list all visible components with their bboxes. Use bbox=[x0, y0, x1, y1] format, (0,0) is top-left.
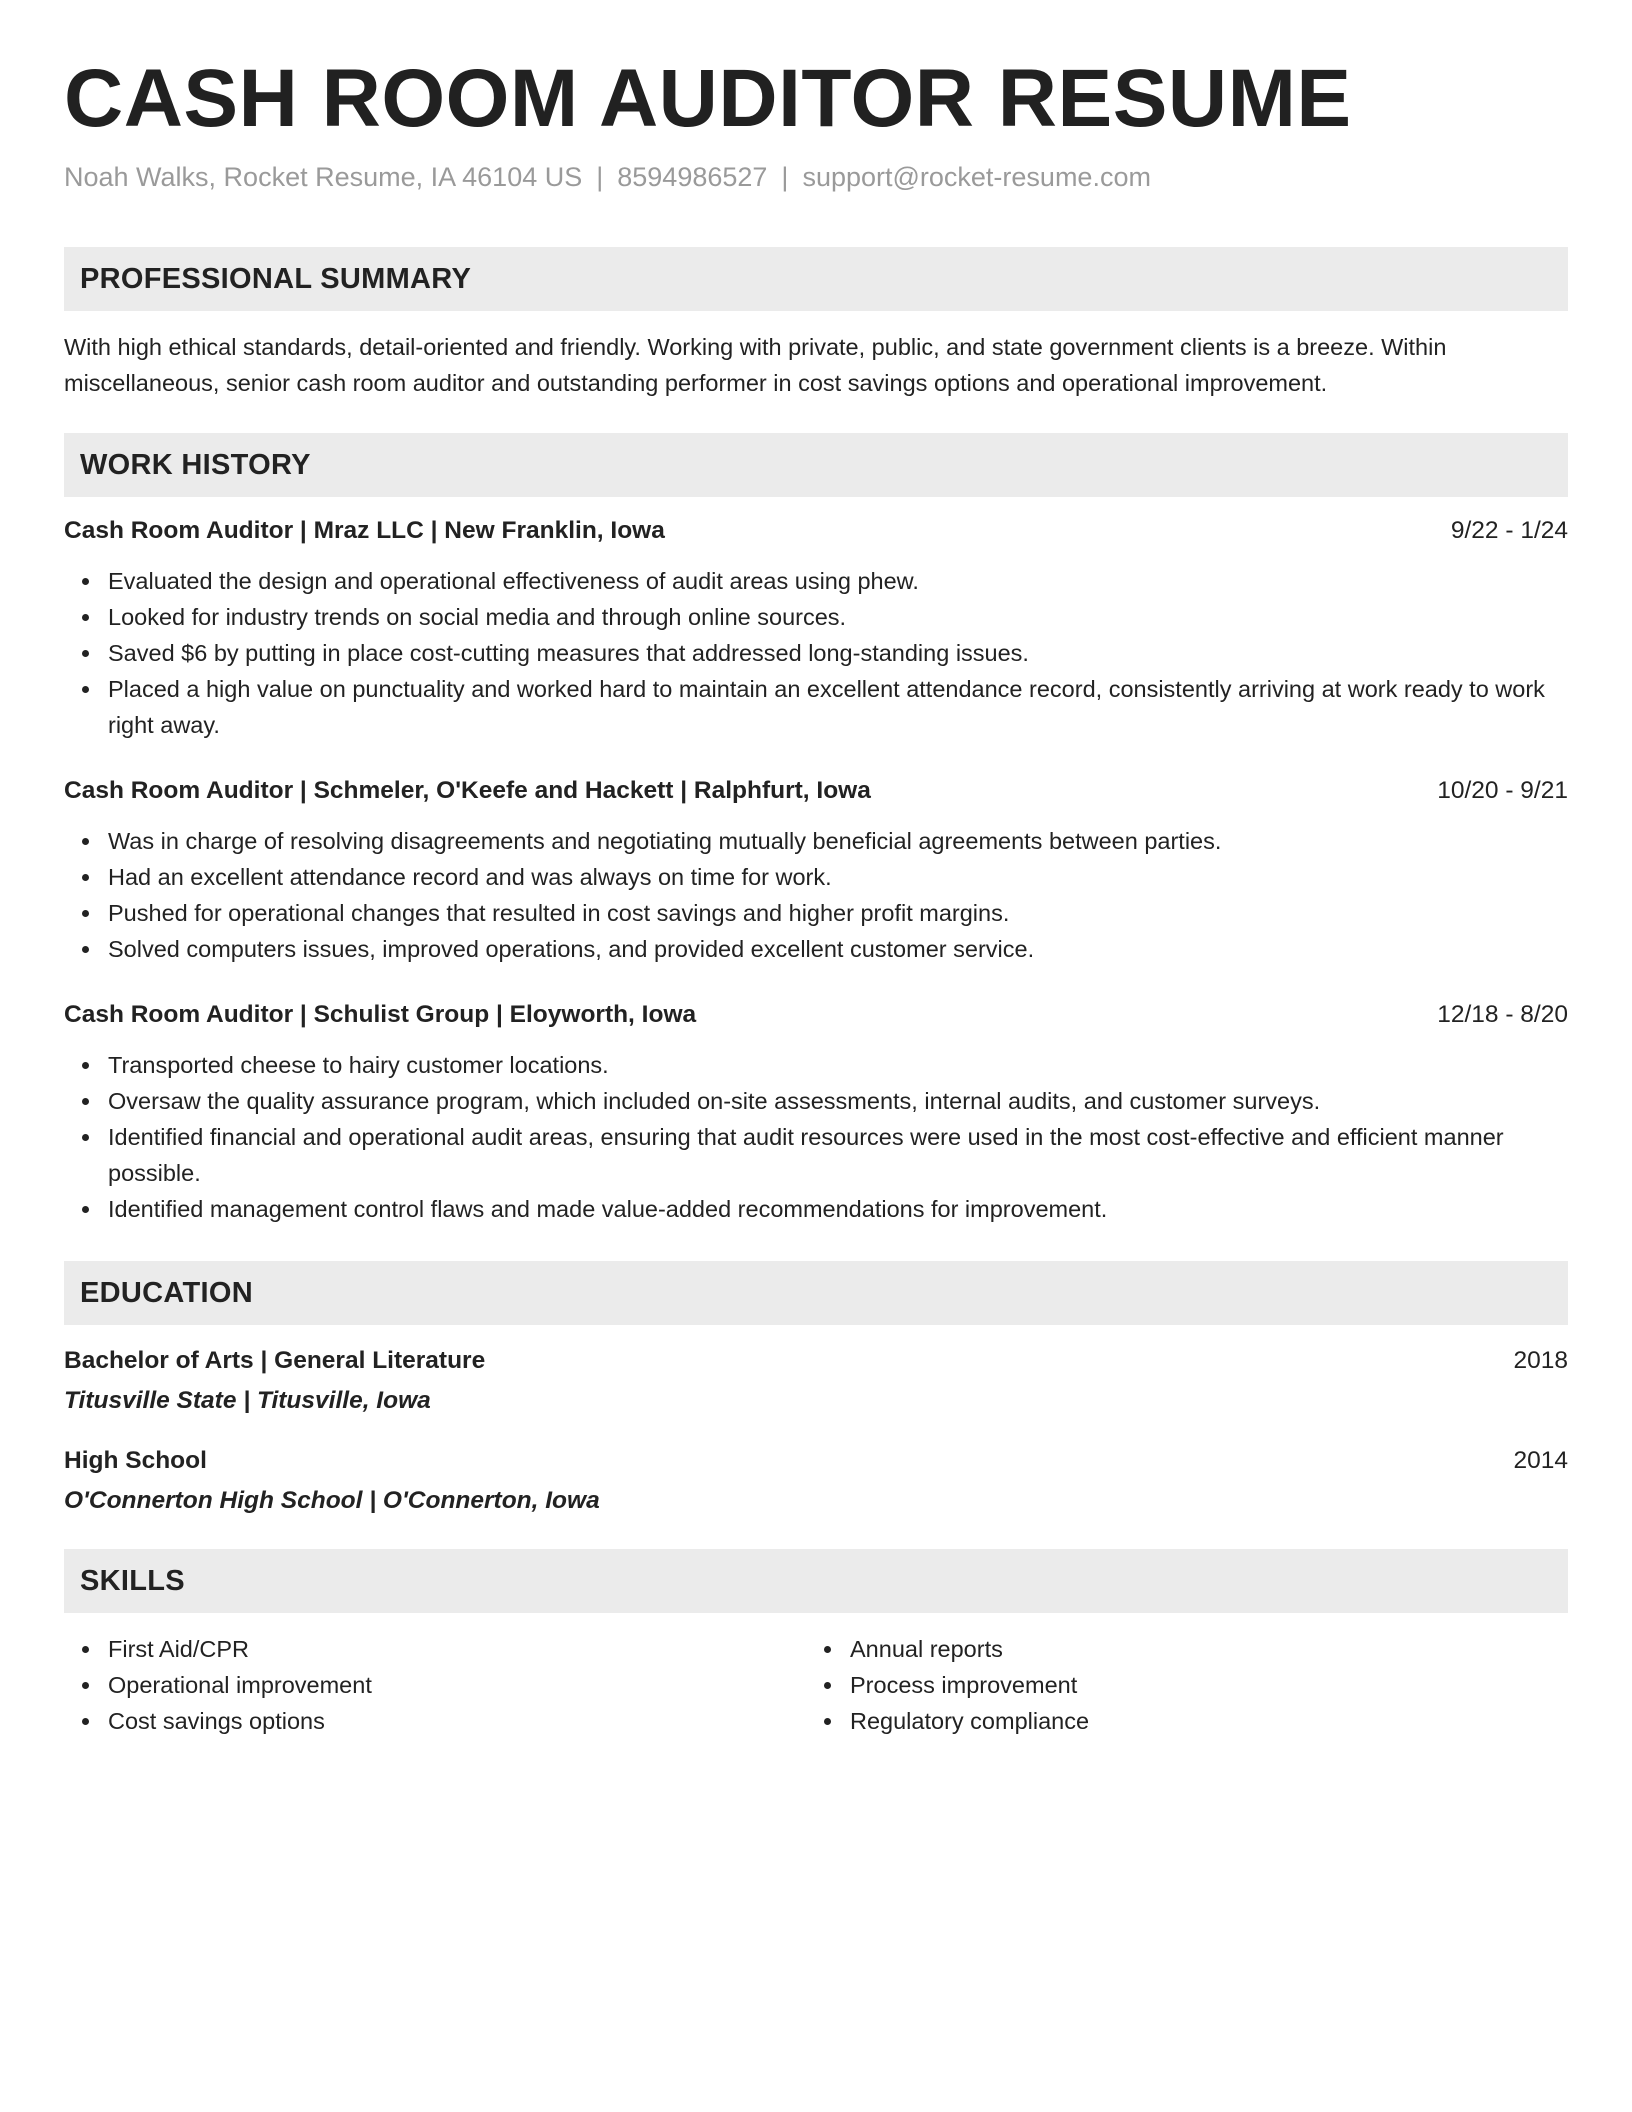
job-title: Cash Room Auditor | Schmeler, O'Keefe and Hackett | Ralphfurt, Iowa bbox=[64, 777, 871, 805]
education-entry bbox=[64, 1347, 1568, 1415]
contact-line bbox=[64, 160, 1568, 195]
job-bullet: Oversaw the quality assurance program, which included on-site assessments, internal audits, and customer surveys. bbox=[108, 1083, 1568, 1119]
education-entry bbox=[64, 1447, 1568, 1515]
contact-address: Noah Walks, Rocket Resume, IA 46104 US bbox=[64, 162, 583, 193]
education-school: O'Connerton High School | O'Connerton, Iowa bbox=[64, 1487, 600, 1515]
job-entry bbox=[64, 777, 1568, 967]
job-bullet: Placed a high value on punctuality and worked hard to maintain an excellent attendance record, consistently arriving at work ready to work right away. bbox=[108, 671, 1568, 743]
job-title: Cash Room Auditor | Mraz LLC | New Franklin, Iowa bbox=[64, 517, 665, 545]
job-entry bbox=[64, 517, 1568, 743]
education-year: 2014 bbox=[1513, 1447, 1568, 1475]
education-school: Titusville State | Titusville, Iowa bbox=[64, 1387, 431, 1415]
contact-separator: | bbox=[781, 162, 789, 193]
skill-item: Regulatory compliance bbox=[850, 1703, 1548, 1739]
skill-item: First Aid/CPR bbox=[108, 1631, 806, 1667]
job-title: Cash Room Auditor | Schulist Group | Eloyworth, Iowa bbox=[64, 1001, 697, 1029]
work-history-heading: WORK HISTORY bbox=[64, 433, 1568, 497]
job-entry bbox=[64, 1001, 1568, 1227]
summary-text: With high ethical standards, detail-oriented and friendly. Working with private, public, and state government clients is a breeze. Within miscellaneous, senior cash room auditor and outstanding performer in cost savings options and operational improvement. bbox=[64, 334, 1447, 397]
education-year: 2018 bbox=[1513, 1347, 1568, 1375]
job-bullets bbox=[64, 1047, 1568, 1227]
contact-email: support@rocket-resume.com bbox=[802, 162, 1151, 193]
job-bullet: Saved $6 by putting in place cost-cutting measures that addressed long-standing issues. bbox=[108, 635, 1568, 671]
job-dates: 9/22 - 1/24 bbox=[1450, 517, 1568, 545]
education-degree: High School bbox=[64, 1447, 207, 1475]
job-bullet: Identified management control flaws and made value-added recommendations for improvement. bbox=[108, 1191, 1568, 1227]
skills-grid bbox=[64, 1631, 1568, 1739]
skill-item: Annual reports bbox=[850, 1631, 1548, 1667]
job-bullet: Identified financial and operational audit areas, ensuring that audit resources were used in the most cost-effective and efficient manner possible. bbox=[108, 1119, 1568, 1191]
job-bullet: Had an excellent attendance record and was always on time for work. bbox=[108, 859, 1568, 895]
contact-phone: 8594986527 bbox=[617, 162, 768, 193]
job-bullets bbox=[64, 563, 1568, 743]
job-bullet: Pushed for operational changes that resulted in cost savings and higher profit margins. bbox=[108, 895, 1568, 931]
skill-item: Process improvement bbox=[850, 1667, 1548, 1703]
education-heading: EDUCATION bbox=[64, 1261, 1568, 1325]
job-bullet: Looked for industry trends on social media and through online sources. bbox=[108, 599, 1568, 635]
summary-heading: PROFESSIONAL SUMMARY bbox=[64, 247, 1568, 311]
job-dates: 10/20 - 9/21 bbox=[1437, 777, 1568, 805]
skills-list bbox=[806, 1631, 1548, 1739]
job-bullet: Solved computers issues, improved operations, and provided excellent customer service. bbox=[108, 931, 1568, 967]
skills-column-right bbox=[806, 1631, 1548, 1739]
job-bullets bbox=[64, 823, 1568, 967]
job-bullet: Evaluated the design and operational effectiveness of audit areas using phew. bbox=[108, 563, 1568, 599]
resume-page bbox=[64, 52, 1568, 1739]
job-dates: 12/18 - 8/20 bbox=[1437, 1001, 1568, 1029]
skills-heading: SKILLS bbox=[64, 1549, 1568, 1613]
skill-item: Cost savings options bbox=[108, 1703, 806, 1739]
skill-item: Operational improvement bbox=[108, 1667, 806, 1703]
resume-title: CASH ROOM AUDITOR RESUME bbox=[64, 53, 1352, 144]
job-bullet: Was in charge of resolving disagreements and negotiating mutually beneficial agreements between parties. bbox=[108, 823, 1568, 859]
education-degree: Bachelor of Arts | General Literature bbox=[64, 1347, 486, 1375]
job-bullet: Transported cheese to hairy customer locations. bbox=[108, 1047, 1568, 1083]
skills-column-left bbox=[64, 1631, 806, 1739]
contact-separator: | bbox=[596, 162, 604, 193]
skills-list bbox=[64, 1631, 806, 1739]
